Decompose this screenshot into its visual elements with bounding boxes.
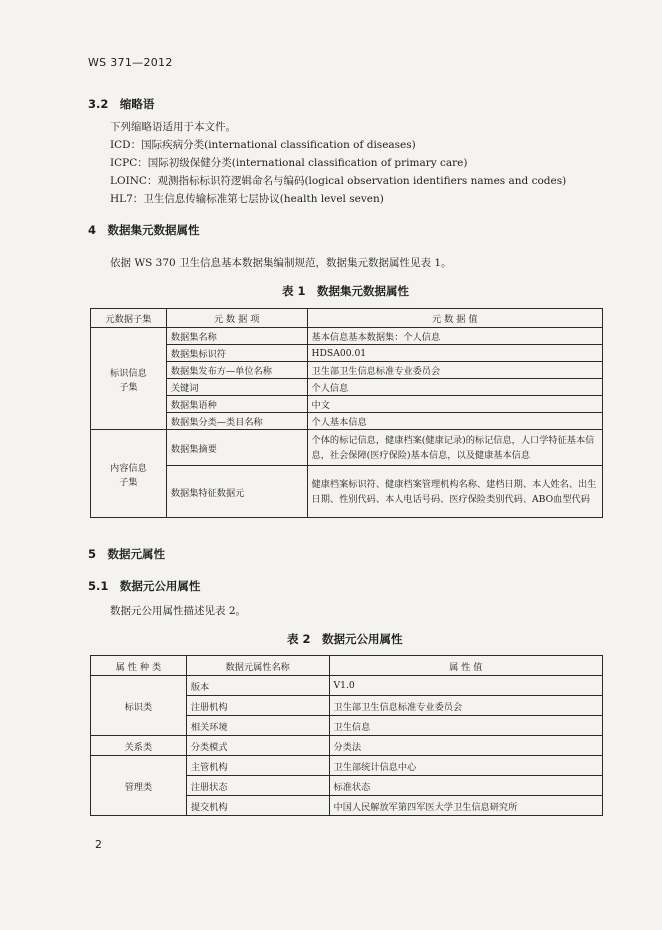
table-2-name: 相关环境 — [186, 716, 329, 736]
table-2-value: 中国人民解放军第四军医大学卫生信息研究所 — [329, 796, 602, 816]
table-2-name: 分类模式 — [186, 736, 329, 756]
table-2-header-value: 属 性 值 — [329, 656, 602, 676]
table-2-category-relation: 关系类 — [91, 736, 187, 756]
table-1-item: 数据集标识符 — [166, 345, 307, 362]
table-2-category-identification: 标识类 — [91, 676, 187, 736]
table-2-category-management: 管理类 — [91, 756, 187, 816]
group-label-line: 标识信息 — [110, 367, 147, 379]
table-2-value: 卫生信息 — [329, 716, 602, 736]
table-1-item: 数据集发布方—单位名称 — [166, 362, 307, 379]
table-2-value: 卫生部卫生信息标准专业委员会 — [329, 696, 602, 716]
table-2-header-name: 数据元属性名称 — [186, 656, 329, 676]
group-label-line: 子集 — [119, 381, 138, 393]
table-2-value: 卫生部统计信息中心 — [329, 756, 602, 776]
table-2-header-category: 属 性 种 类 — [91, 656, 187, 676]
table-1-item: 关键词 — [166, 379, 307, 396]
table-1-item: 数据集名称 — [166, 328, 307, 345]
table-2-value: 标准状态 — [329, 776, 602, 796]
table-1-value: 个人信息 — [307, 379, 602, 396]
abbrev-item-hl7: HL7：卫生信息传输标准第七层协议(health level seven) — [110, 193, 384, 205]
table-2-caption: 表 2 数据元公用属性 — [287, 632, 403, 646]
section-4-paragraph: 依据 WS 370 卫生信息基本数据集编制规范，数据集元数据属性见表 1。 — [110, 257, 452, 269]
table-1-value: HDSA00.01 — [307, 345, 602, 362]
table-2-name: 提交机构 — [186, 796, 329, 816]
table-1-group-content — [91, 430, 167, 518]
group-label-line: 内容信息 — [110, 462, 147, 474]
section-4-heading: 4 数据集元数据属性 — [88, 223, 200, 237]
section-5-1-heading: 5.1 数据元公用属性 — [88, 579, 201, 593]
table-1-dataset-metadata — [90, 308, 603, 518]
group-label-line: 子集 — [119, 476, 138, 488]
table-1-item: 数据集摘要 — [166, 430, 307, 466]
table-1-caption: 表 1 数据集元数据属性 — [282, 284, 410, 298]
table-2-name: 主管机构 — [186, 756, 329, 776]
table-1-header-item: 元 数 据 项 — [166, 309, 307, 328]
table-1-value: 健康档案标识符、健康档案管理机构名称、建档日期、本人姓名、出生日期、性别代码、本人电话号码、医疗保险类别代码、ABO血型代码 — [307, 466, 602, 518]
table-2-common-attributes — [90, 655, 603, 816]
table-1-value: 个体的标记信息，健康档案(健康记录)的标记信息，人口学特征基本信息，社会保障(医疗保险)基本信息，以及健康基本信息 — [307, 430, 602, 466]
abbrev-item-icpc: ICPC：国际初级保健分类(international classification of primary care) — [110, 157, 468, 169]
table-1-value: 卫生部卫生信息标准专业委员会 — [307, 362, 602, 379]
table-2-value: 分类法 — [329, 736, 602, 756]
table-2-name: 版本 — [186, 676, 329, 696]
table-1-item: 数据集语种 — [166, 396, 307, 413]
section-3-2-heading: 3.2 缩略语 — [88, 97, 155, 111]
table-1-group-identification — [91, 328, 167, 430]
document-code-header: WS 371—2012 — [88, 56, 173, 69]
page-number: 2 — [95, 838, 102, 851]
table-2-name: 注册机构 — [186, 696, 329, 716]
table-2-value: V1.0 — [329, 676, 602, 696]
table-1-header-value: 元 数 据 值 — [307, 309, 602, 328]
abbrev-item-icd: ICD：国际疾病分类(international classification of diseases) — [110, 139, 416, 151]
section-5-heading: 5 数据元属性 — [88, 547, 166, 561]
table-1-value: 中文 — [307, 396, 602, 413]
abbrev-intro: 下列缩略语适用于本文件。 — [110, 121, 236, 133]
table-1-header-subset: 元数据子集 — [91, 309, 167, 328]
table-1-value: 个人基本信息 — [307, 413, 602, 430]
table-1-item: 数据集特征数据元 — [166, 466, 307, 518]
abbrev-item-loinc: LOINC：观测指标标识符逻辑命名与编码(logical observation identifiers names and codes) — [110, 175, 567, 187]
table-1-item: 数据集分类—类目名称 — [166, 413, 307, 430]
table-2-name: 注册状态 — [186, 776, 329, 796]
table-1-value: 基本信息基本数据集：个人信息 — [307, 328, 602, 345]
section-5-1-paragraph: 数据元公用属性描述见表 2。 — [110, 605, 247, 617]
